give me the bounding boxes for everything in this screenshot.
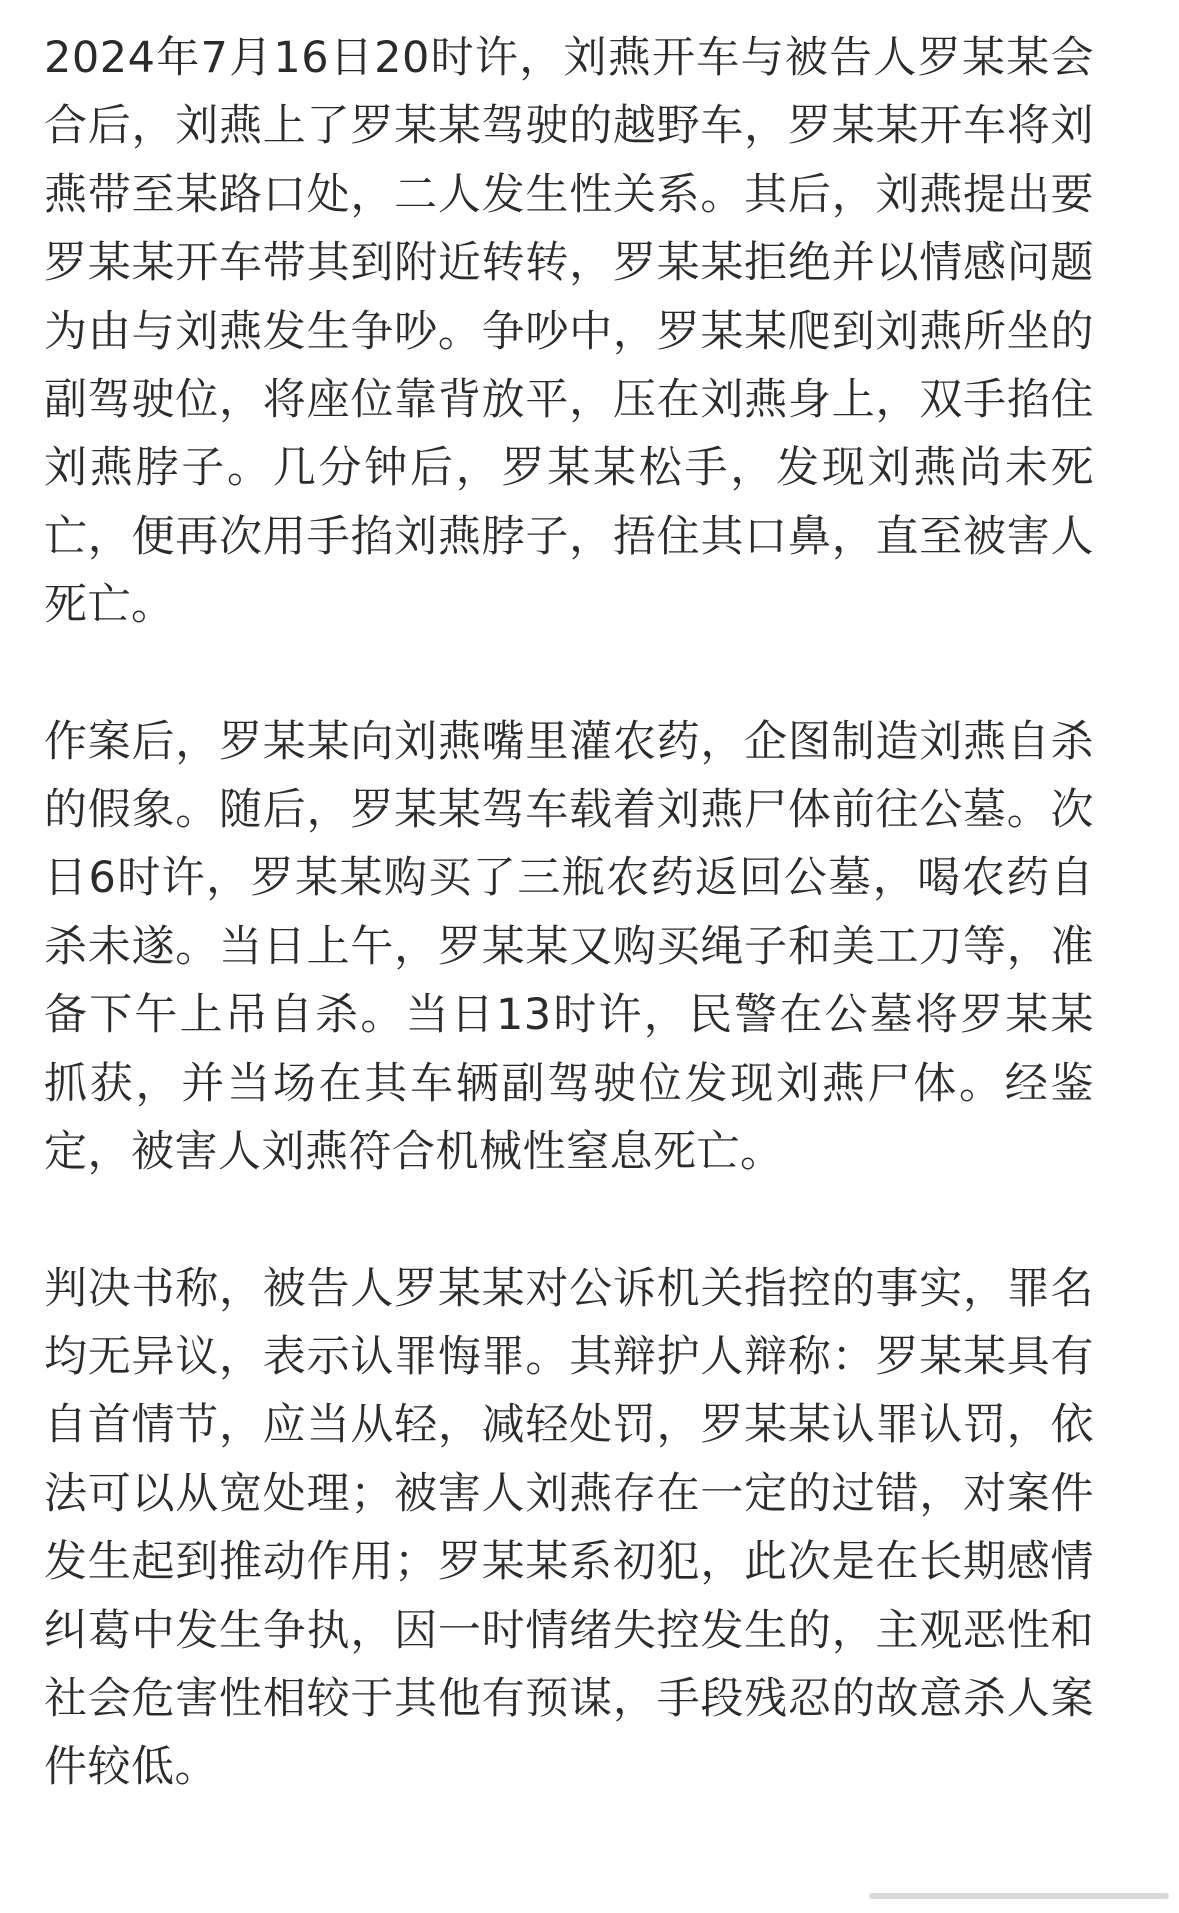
article-body — [44, 24, 1094, 1802]
paragraph-crime-details: 2024年7月16日20时许，刘燕开车与被告人罗某某会合后，刘燕上了罗某某驾驶的越野车，罗某某开车将刘燕带至某路口处，二人发生性关系。其后，刘燕提出要罗某某开车带其到附近转转，罗某某拒绝并以情感问题为由与刘燕发生争吵。争吵中，罗某某爬到刘燕所坐的副驾驶位，将座位靠背放平，压在刘燕身上，双手掐住刘燕脖子。几分钟后，罗某某松手，发现刘燕尚未死亡，便再次用手掐刘燕脖子，捂住其口鼻，直至被害人死亡。 — [44, 33, 1094, 631]
paragraph-judgment: 判决书称，被告人罗某某对公诉机关指控的事实，罪名均无异议，表示认罪悔罪。其辩护人辩称：罗某某具有自首情节，应当从轻，减轻处罚，罗某某认罪认罚，依法可以从宽处理；被害人刘燕存在一定的过错，对案件发生起到推动作用；罗某某系初犯，此次是在长期感情纠葛中发生争执，因一时情绪失控发生的，主观恶性和社会危害性相较于其他有预谋，手段残忍的故意杀人案件较低。 — [44, 1263, 1094, 1793]
horizontal-scrollbar[interactable] — [869, 1893, 1169, 1899]
paragraph-after-crime: 作案后，罗某某向刘燕嘴里灌农药，企图制造刘燕自杀的假象。随后，罗某某驾车载着刘燕尸体前往公墓。次日6时许，罗某某购买了三瓶农药返回公墓，喝农药自杀未遂。当日上午，罗某某又购买绳子和美工刀等，准备下午上吊自杀。当日13时许，民警在公墓将罗某某抓获，并当场在其车辆副驾驶位发现刘燕尸体。经鉴定，被害人刘燕符合机械性窒息死亡。 — [44, 716, 1094, 1178]
